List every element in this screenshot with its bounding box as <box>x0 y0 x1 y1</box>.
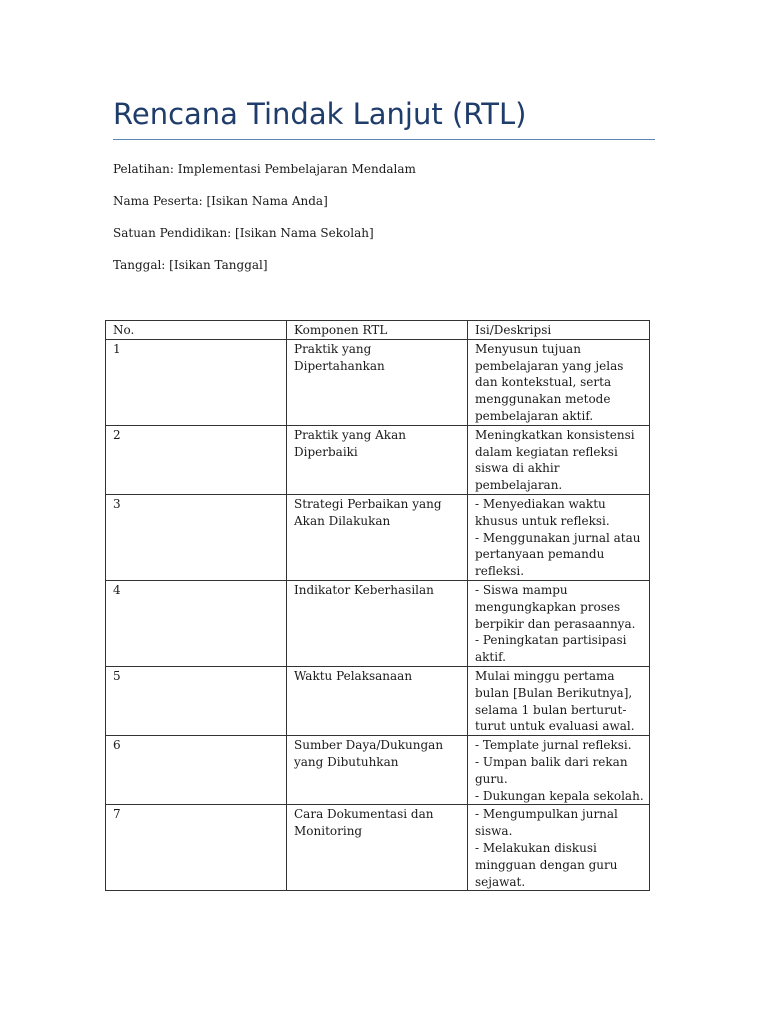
table-header-row <box>106 321 650 340</box>
table-row <box>106 339 650 425</box>
training-name-field: Pelatihan: Implementasi Pembelajaran Mendalam <box>113 162 416 176</box>
date-field: Tanggal: [Isikan Tanggal] <box>113 258 268 272</box>
cell-isi <box>468 805 650 891</box>
table-row <box>106 736 650 805</box>
cell-no: 3 <box>106 494 287 580</box>
table-row <box>106 580 650 666</box>
table-row <box>106 805 650 891</box>
cell-isi <box>468 580 650 666</box>
cell-komponen: Praktik yang Dipertahankan <box>287 339 468 425</box>
school-name-field: Satuan Pendidikan: [Isikan Nama Sekolah] <box>113 226 374 240</box>
cell-no: 2 <box>106 425 287 494</box>
cell-isi-line: - Melakukan diskusi mingguan dengan guru sejawat. <box>475 840 618 889</box>
table-row <box>106 494 650 580</box>
cell-isi-line: - Mengumpulkan jurnal siswa. <box>475 807 618 839</box>
title-divider <box>113 139 655 140</box>
table-row <box>106 425 650 494</box>
document-title: Rencana Tindak Lanjut (RTL) <box>113 97 527 131</box>
header-isi: Isi/Deskripsi <box>468 321 650 340</box>
cell-no: 4 <box>106 580 287 666</box>
cell-isi-line: - Template jurnal refleksi. <box>475 738 632 753</box>
table-body <box>106 339 650 891</box>
cell-isi <box>468 494 650 580</box>
cell-komponen: Sumber Daya/Dukungan yang Dibutuhkan <box>287 736 468 805</box>
cell-no: 1 <box>106 339 287 425</box>
cell-isi-line: - Siswa mampu mengungkapkan proses berpikir dan perasaannya. <box>475 582 636 631</box>
cell-komponen: Praktik yang Akan Diperbaiki <box>287 425 468 494</box>
header-no: No. <box>106 321 287 340</box>
cell-no: 6 <box>106 736 287 805</box>
header-komponen: Komponen RTL <box>287 321 468 340</box>
cell-komponen: Strategi Perbaikan yang Akan Dilakukan <box>287 494 468 580</box>
cell-komponen: Waktu Pelaksanaan <box>287 666 468 735</box>
rtl-table <box>105 320 650 891</box>
cell-isi-line: - Umpan balik dari rekan guru. <box>475 754 628 786</box>
cell-no: 5 <box>106 666 287 735</box>
cell-isi-line: - Peningkatan partisipasi aktif. <box>475 633 627 665</box>
cell-isi-line: Mulai minggu pertama bulan [Bulan Berikutnya], selama 1 bulan berturut-turut untuk evaluasi awal. <box>475 668 635 734</box>
cell-isi <box>468 666 650 735</box>
cell-isi-line: Menyusun tujuan pembelajaran yang jelas dan kontekstual, serta menggunakan metode pembelajaran aktif. <box>475 341 624 423</box>
cell-komponen: Cara Dokumentasi dan Monitoring <box>287 805 468 891</box>
table-row <box>106 666 650 735</box>
cell-no: 7 <box>106 805 287 891</box>
cell-isi-line: - Menggunakan jurnal atau pertanyaan pemandu refleksi. <box>475 530 641 579</box>
cell-isi-line: Meningkatkan konsistensi dalam kegiatan refleksi siswa di akhir pembelajaran. <box>475 427 635 493</box>
cell-komponen: Indikator Keberhasilan <box>287 580 468 666</box>
cell-isi-line: - Dukungan kepala sekolah. <box>475 788 644 803</box>
cell-isi <box>468 736 650 805</box>
participant-name-field: Nama Peserta: [Isikan Nama Anda] <box>113 194 328 208</box>
cell-isi-line: - Menyediakan waktu khusus untuk refleksi. <box>475 496 610 528</box>
cell-isi <box>468 339 650 425</box>
cell-isi <box>468 425 650 494</box>
